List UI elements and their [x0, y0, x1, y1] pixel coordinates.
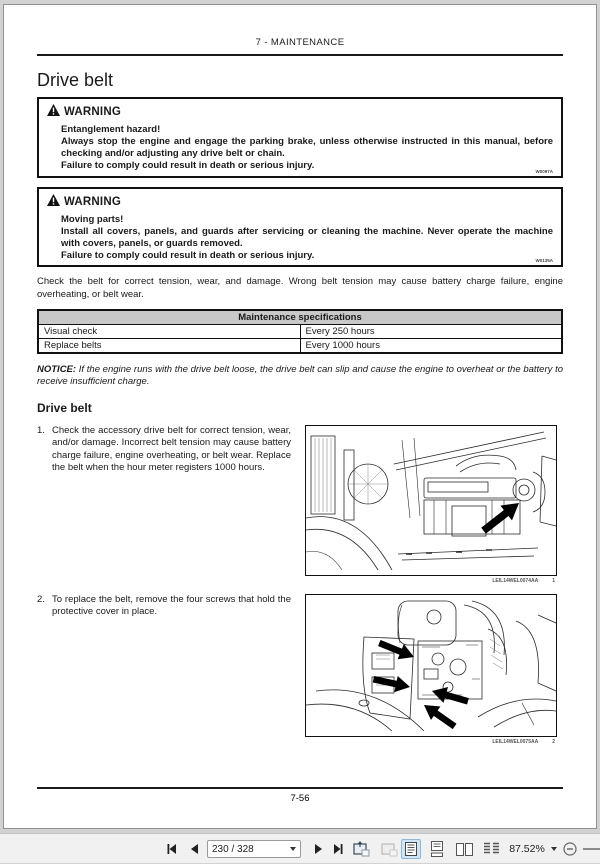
last-page-button[interactable] — [328, 834, 346, 864]
table-row — [38, 324, 562, 338]
figure-number: 1 — [552, 577, 555, 584]
warning-consequence-line: Failure to comply could result in death or serious injury. — [61, 250, 315, 262]
spec-table-header: Maintenance specifications — [38, 310, 562, 325]
warning-body-text: Always stop the engine and engage the parking brake, unless otherwise instructed in this manual, before checking and/or adjusting any drive belt or chain. — [61, 136, 553, 160]
first-page-button[interactable] — [164, 834, 182, 864]
intro-paragraph: Check the belt for correct tension, wear, and damage. Wrong belt tension may cause battery charge failure, engine overheating, or belt wear. — [37, 276, 563, 300]
chapter-header: 7 - MAINTENANCE — [255, 37, 345, 48]
step-row-1 — [37, 425, 563, 584]
step-text: To replace the belt, remove the four screws that hold the protective cover in place. — [52, 593, 291, 618]
warning-hazard-line: Entanglement hazard! — [61, 124, 161, 135]
figure-number: 2 — [552, 738, 555, 745]
header-rule — [37, 54, 563, 56]
zoom-dropdown-caret-icon[interactable] — [549, 834, 559, 864]
page-number: 7-56 — [290, 793, 310, 804]
notice-paragraph — [37, 364, 563, 389]
warning-triangle-icon — [47, 193, 60, 211]
section-subheading: Drive belt — [37, 400, 92, 415]
step-text: Check the accessory drive belt for correct tension, wear, and/or damage. Incorrect belt tension may cause battery charge failure, engine overheating, or belt wear. Replace the belt when the hour meter registers 1000 hours. — [52, 424, 291, 474]
pdf-page — [3, 4, 597, 829]
step-number: 1. — [37, 424, 45, 436]
previous-view-button[interactable] — [350, 834, 372, 864]
figure-belt-location — [305, 425, 557, 576]
table-row — [38, 338, 562, 353]
spec-item-cell: Visual check — [38, 324, 300, 338]
warning-box-moving-parts — [37, 187, 563, 268]
warning-code: W0135A — [535, 258, 553, 264]
facing-continuous-view-button[interactable] — [479, 834, 503, 864]
warning-consequence-line: Failure to comply could result in death or serious injury. — [61, 160, 315, 172]
warning-label: WARNING — [64, 106, 121, 118]
continuous-view-button[interactable] — [427, 834, 447, 864]
facing-pages-view-button[interactable] — [452, 834, 476, 864]
footer-rule — [37, 787, 563, 789]
previous-page-button[interactable] — [186, 834, 202, 864]
next-page-button[interactable] — [310, 834, 326, 864]
spec-item-cell: Replace belts — [38, 338, 300, 353]
warning-hazard-line: Moving parts! — [61, 213, 124, 225]
step-row-2 — [37, 594, 563, 745]
notice-label: NOTICE: — [37, 363, 77, 375]
page-dropdown-caret-icon[interactable] — [290, 847, 296, 851]
page-title: Drive belt — [37, 70, 114, 90]
page-number-input[interactable] — [207, 840, 301, 858]
pdf-statusbar — [0, 833, 600, 863]
warning-triangle-icon — [47, 103, 60, 121]
page-number-value: 230 / 328 — [212, 843, 254, 855]
zoom-level-value[interactable]: 87.52% — [509, 843, 545, 855]
warning-label: WARNING — [64, 195, 121, 208]
figure-code: LEIL14WEL0075AA — [492, 738, 539, 745]
maintenance-spec-table — [37, 309, 563, 354]
next-view-button[interactable] — [378, 834, 400, 864]
notice-text: If the engine runs with the drive belt loose, the drive belt can slip and cause the engine to overheat or the battery to receive insufficient charge. — [37, 363, 563, 388]
zoom-out-button[interactable] — [561, 834, 579, 864]
spec-interval-cell: Every 1000 hours — [300, 338, 562, 353]
figure-cover-screws — [305, 594, 557, 737]
single-page-view-button[interactable] — [401, 839, 421, 859]
warning-box-entanglement — [37, 97, 563, 178]
figure-code: LEIL14WEL0074AA — [492, 577, 539, 584]
warning-body-text: Install all covers, panels, and guards after servicing or cleaning the machine. Never operate the machine with covers, panels, or guards removed. — [61, 225, 553, 249]
zoom-slider-track[interactable] — [583, 848, 600, 850]
spec-interval-cell: Every 250 hours — [300, 324, 562, 338]
step-number: 2. — [37, 593, 45, 605]
warning-code: W0097A — [535, 168, 553, 174]
